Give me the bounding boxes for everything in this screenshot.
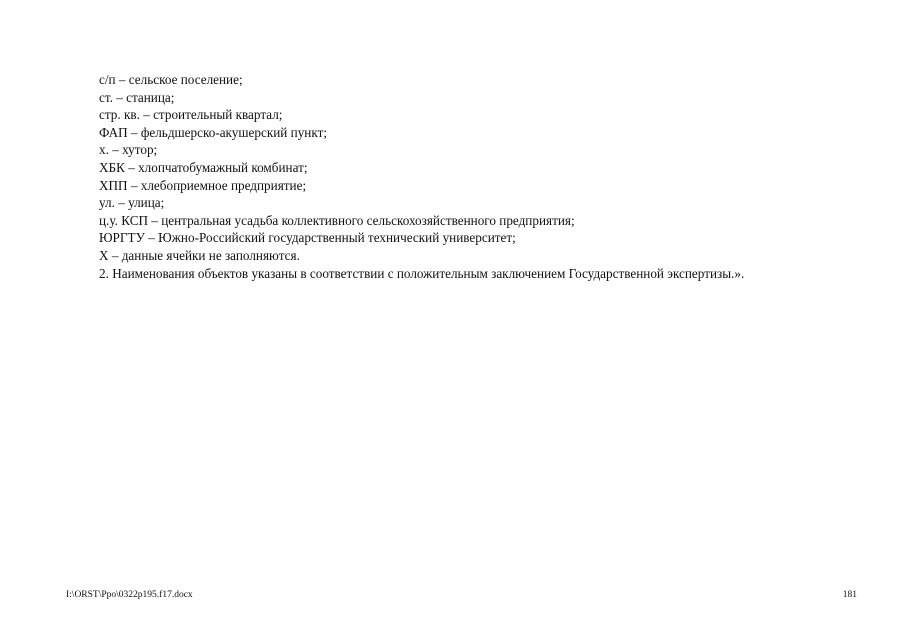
abbreviation-line: ХБК – хлопчатобумажный комбинат; — [99, 159, 308, 175]
footer-page-number: 181 — [842, 590, 857, 600]
footer-file-path: I:\ORST\Ppo\0322p195.f17.docx — [66, 590, 193, 600]
note-line: Х – данные ячейки не заполняются. — [99, 247, 300, 263]
abbreviation-line: х. – хутор; — [99, 142, 158, 158]
abbreviation-line: ст. – станица; — [99, 89, 175, 105]
abbreviation-line: стр. кв. – строительный квартал; — [99, 107, 283, 123]
abbreviation-line: ФАП – фельдшерско-акушерский пункт; — [99, 124, 328, 140]
abbreviations-list — [99, 71, 879, 282]
abbreviation-line: ХПП – хлебоприемное предприятие; — [99, 177, 307, 193]
abbreviation-line: с/п – сельское поселение; — [99, 72, 243, 87]
abbreviation-line: ул. – улица; — [99, 195, 165, 211]
abbreviation-line: ЮРГТУ – Южно-Российский государственный технический университет; — [99, 230, 516, 246]
note-line: 2. Наименования объектов указаны в соответствии с положительным заключением Государственной экспертизы.». — [99, 265, 745, 281]
abbreviation-line: ц.у. КСП – центральная усадьба коллективного сельскохозяйственного предприятия; — [99, 212, 575, 228]
